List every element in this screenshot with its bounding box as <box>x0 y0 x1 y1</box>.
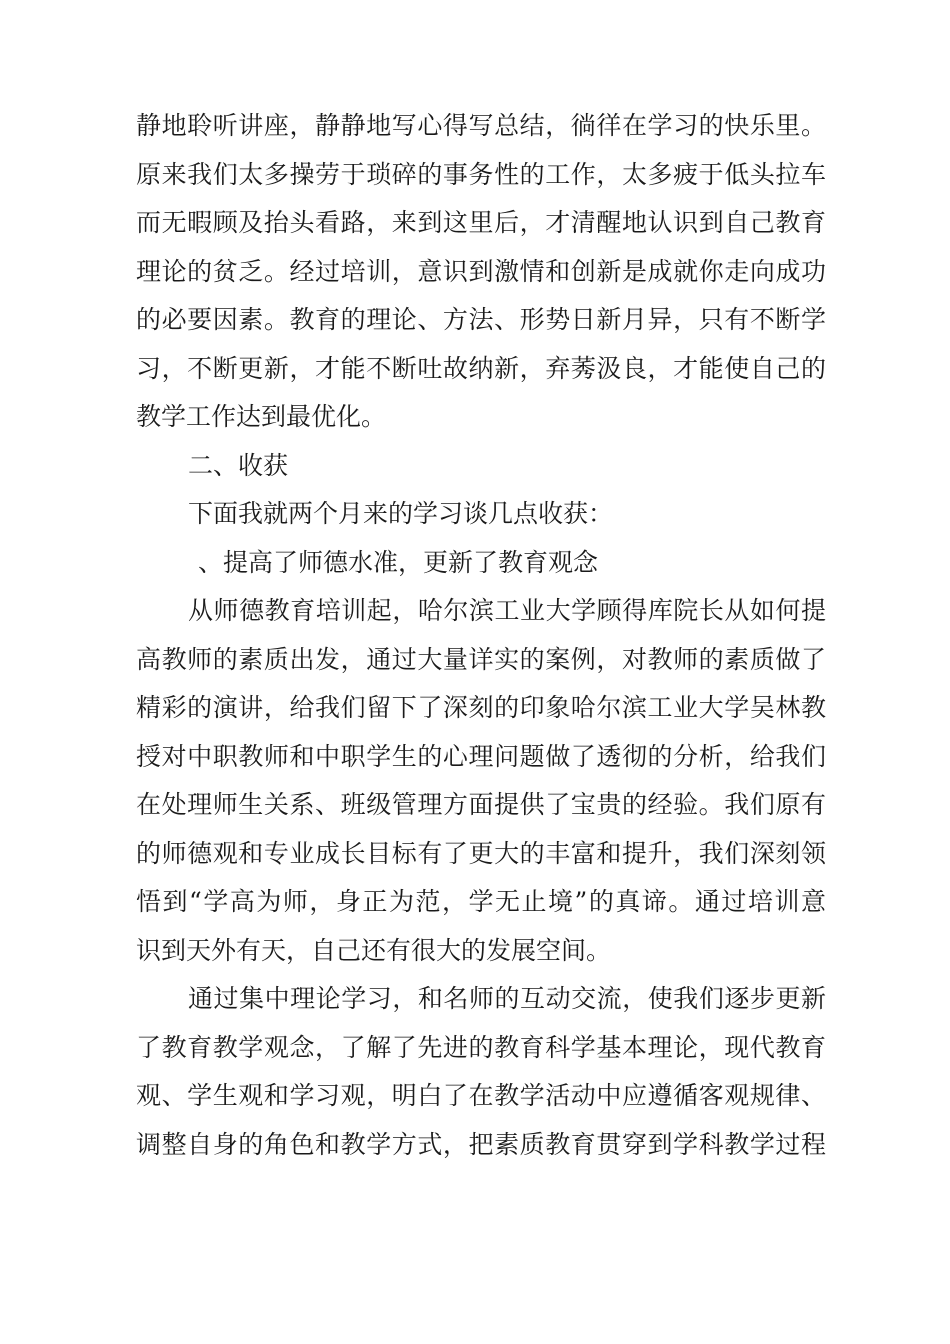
paragraph-line: 通过集中理论学习，和名师的互动交流，使我们逐步更新 <box>188 984 826 1013</box>
subsection-heading: 、提高了师德水准，更新了教育观念 <box>198 547 599 577</box>
paragraph-line: 悟到“学高为师，身正为范，学无止境”的真谛。通过培训意 <box>136 887 826 916</box>
paragraph-line: 从师德教育培训起，哈尔滨工业大学顾得库院长从如何提 <box>188 596 826 625</box>
body-text <box>136 102 826 1169</box>
paragraph-line: 了教育教学观念，了解了先进的教育科学基本理论，现代教育 <box>136 1032 826 1062</box>
paragraph-line: 的必要因素。教育的理论、方法、形势日新月异，只有不断学 <box>136 305 826 334</box>
paragraph-line: 调整自身的角色和教学方式，把素质教育贯穿到学科教学过程 <box>136 1129 826 1159</box>
section-heading: 二、收获 <box>188 450 289 480</box>
paragraph-line: 理论的贫乏。经过培训，意识到激情和创新是成就你走向成功 <box>136 256 826 286</box>
paragraph-line: 授对中职教师和中职学生的心理问题做了透彻的分析，给我们 <box>136 741 826 771</box>
paragraph-line: 而无暇顾及抬头看路，来到这里后，才清醒地认识到自己教育 <box>136 208 826 237</box>
paragraph-line: 识到天外有天，自己还有很大的发展空间。 <box>136 935 612 965</box>
paragraph-line: 下面我就两个月来的学习谈几点收获： <box>188 499 614 528</box>
paragraph-line: 的师德观和专业成长目标有了更大的丰富和提升，我们深刻领 <box>136 838 826 868</box>
paragraph-line: 观、学生观和学习观，明白了在教学活动中应遵循客观规律、 <box>136 1081 826 1110</box>
paragraph-line: 习，不断更新，才能不断吐故纳新，弃莠汲良，才能使自己的 <box>136 353 826 383</box>
paragraph-line: 原来我们太多操劳于琐碎的事务性的工作，太多疲于低头拉车 <box>136 159 826 189</box>
paragraph-line: 高教师的素质出发，通过大量详实的案例，对教师的素质做了 <box>136 644 826 674</box>
paragraph-line: 精彩的演讲，给我们留下了深刻的印象哈尔滨工业大学吴林教 <box>136 693 826 722</box>
paragraph-line: 在处理师生关系、班级管理方面提供了宝贵的经验。我们原有 <box>136 790 826 819</box>
paragraph-line: 静地聆听讲座，静静地写心得写总结，徜徉在学习的快乐里。 <box>136 111 826 140</box>
paragraph-line: 教学工作达到最优化。 <box>136 402 387 431</box>
